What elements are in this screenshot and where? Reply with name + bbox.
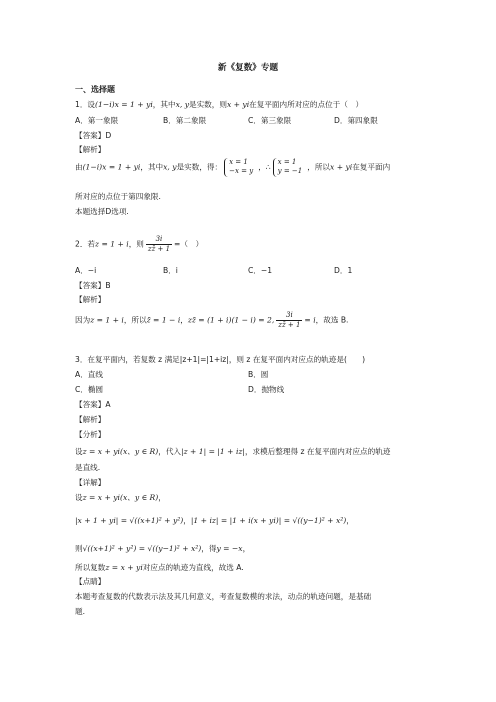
q2-fraction: $\frac{3i}{zz̄ + 1}$ <box>147 235 171 253</box>
q2-answer: 【答案】B <box>75 281 111 290</box>
q2-option-d: D．1 <box>334 266 353 275</box>
document-title: 新《复数》专题 <box>217 63 279 73</box>
q3-fenxi-label: 【分析】 <box>75 430 106 439</box>
q1-option-a: A．第一象限 <box>75 116 119 125</box>
q1-stem: 1．设(1−i)x = 1 + yi，其中x, y是实数，则x + yi在复平面内所对应的点位于（ ） <box>75 100 364 109</box>
q1-answer: 【答案】D <box>75 131 112 140</box>
q3-option-c: C．椭圆 <box>75 385 104 394</box>
q2-option-c: C．−1 <box>248 266 273 275</box>
q3-analysis-label: 【解析】 <box>75 415 106 424</box>
q2-option-b: B．i <box>163 266 178 275</box>
q2-solution-fraction: $\frac{3i}{zz̄ + 1}$ <box>278 311 301 329</box>
q1-system-2: x = 1 y = −1 <box>273 158 306 177</box>
q3-detail-line1: 设z = x + yi(x、y ∈ R)， <box>75 493 166 502</box>
q3-xiangjie-label: 【详解】 <box>75 478 106 487</box>
q1-solution-line2: 所对应的点位于第四象限. <box>75 192 161 201</box>
q3-dianjing-label: 【点睛】 <box>75 577 106 586</box>
q3-fenxi-text: 设z = x + yi(x、y ∈ R)，代入|z + 1| = |1 + iz|，求模后整理得 z 在复平面内对应点的轨迹 <box>75 447 391 456</box>
q1-option-d: D．第四象限 <box>334 116 378 125</box>
section-heading: 一、选择题 <box>75 85 115 94</box>
q3-stem: 3．在复平面内，若复数 z 满足|z+1|=|1+iz|，则 z 在复平面内对应点的轨迹是( ) <box>75 355 366 364</box>
q1-option-c: C．第三象限 <box>248 116 292 125</box>
q1-solution: 由(1−i)x = 1 + yi，其中x, y是实数，得： x = 1 −x = y ，∴ x = 1 y = −1 ，所以x + yi在复平面内 <box>75 158 391 176</box>
q1-analysis-label: 【解析】 <box>75 145 106 154</box>
q3-dianjing-line2: 题. <box>75 607 86 616</box>
q3-detail-line4: 所以复数z = x + yi对应点的轨迹为直线，故选 A. <box>75 563 244 572</box>
q1-system-1: x = 1 −x = y <box>224 158 256 177</box>
q2-stem: 2．若z = 1 + i，则 $\frac{3i}{zz̄ + 1}$ =（ ） <box>75 235 204 253</box>
q3-answer: 【答案】A <box>75 400 111 409</box>
q3-detail-line3: 则√((x+1)² + y²) = √((y−1)² + x²)，得y = −x， <box>75 544 251 553</box>
q2-solution: 因为z = 1 + i，所以z̄ = 1 − i，zz̄ = (1 + i)(1 − i) = 2, $\frac{3i}{zz̄ + 1}$ = i，故选 B. <box>75 311 349 329</box>
q2-option-a: A．−i <box>75 266 97 275</box>
q3-fenxi-line2: 是直线. <box>75 463 101 472</box>
q3-detail-line2: |x + 1 + yi| = √((x+1)² + y²)，|1 + iz| = |1 + i(x + yi)| = √((y−1)² + x²)， <box>75 516 354 525</box>
q1-option-b: B．第二象限 <box>163 116 207 125</box>
q3-option-d: D．抛物线 <box>248 385 285 394</box>
q2-analysis-label: 【解析】 <box>75 295 106 304</box>
q3-dianjing-line1: 本题考查复数的代数表示法及其几何意义，考查复数模的求法，动点的轨迹问题，是基础 <box>75 592 372 601</box>
q3-option-b: B．圆 <box>248 370 269 379</box>
q3-option-a: A．直线 <box>75 370 103 379</box>
q1-conclusion: 本题选择D选项. <box>75 207 129 216</box>
